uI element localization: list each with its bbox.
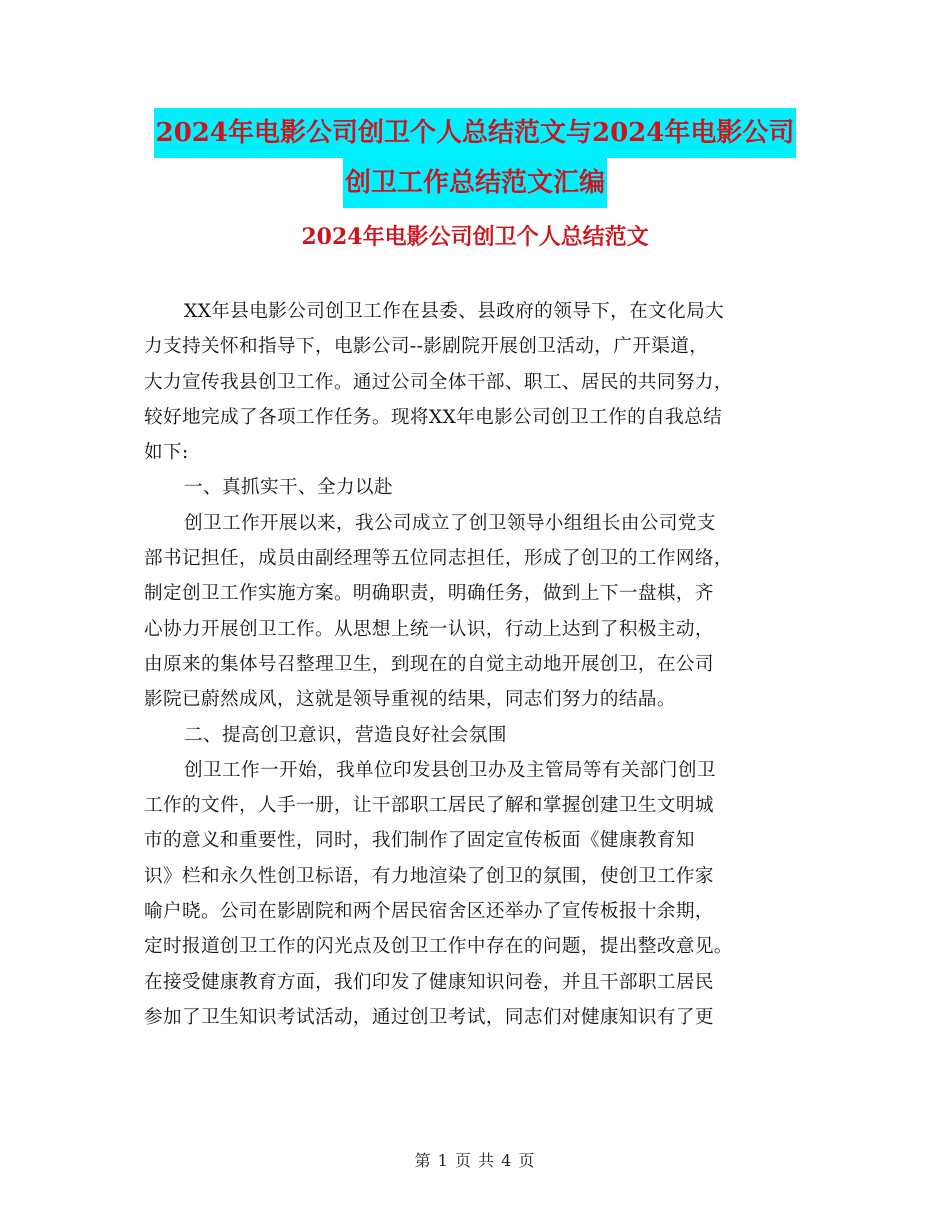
body-line: 影院已蔚然成风，这就是领导重视的结果，同志们努力的结晶。 bbox=[144, 689, 676, 711]
body-line: 较好地完成了各项工作任务。现将XX年电影公司创卫工作的自我总结 bbox=[144, 406, 723, 428]
title-line-1: 2024年电影公司创卫个人总结范文与2024年电影公司 bbox=[154, 108, 797, 158]
body-line: 部书记担任，成员由副经理等五位同志担任，形成了创卫的工作网络， bbox=[144, 548, 733, 570]
body-line: 定时报道创卫工作的闪光点及创卫工作中存在的问题，提出整改意见。 bbox=[144, 936, 733, 958]
title-line-2: 创卫工作总结范文汇编 bbox=[343, 158, 607, 208]
document-title bbox=[0, 108, 950, 208]
body-line: 如下: bbox=[144, 442, 189, 464]
body-line: 力支持关怀和指导下，电影公司--影剧院开展创卫活动，广开渠道， bbox=[144, 336, 709, 358]
body-line: 在接受健康教育方面，我们印发了健康知识问卷，并且干部职工居民 bbox=[144, 971, 714, 993]
body-line: 制定创卫工作实施方案。明确职责，明确任务，做到上下一盘棋，齐 bbox=[144, 583, 714, 605]
section-subtitle: 2024年电影公司创卫个人总结范文 bbox=[301, 224, 649, 250]
body-line: XX年县电影公司创卫工作在县委、县政府的领导下，在文化局大 bbox=[184, 301, 725, 322]
body-line: 工作的文件，人手一册，让干部职工居民了解和掌握创建卫生文明城 bbox=[144, 795, 714, 817]
section-heading: 二、提高创卫意识，营造良好社会氛围 bbox=[184, 724, 507, 746]
body-line: 喻户晓。公司在影剧院和两个居民宿舍区还举办了宣传板报十余期， bbox=[144, 901, 714, 923]
body-line: 创卫工作一开始，我单位印发县创卫办及主管局等有关部门创卫 bbox=[184, 759, 716, 781]
document-body bbox=[144, 294, 804, 1035]
page-number: 第 1 页 共 4 页 bbox=[414, 1151, 536, 1170]
body-line: 参加了卫生知识考试活动，通过创卫考试，同志们对健康知识有了更 bbox=[144, 1006, 714, 1028]
body-line: 市的意义和重要性，同时，我们制作了固定宣传板面《健康教育知 bbox=[144, 830, 695, 852]
body-line: 识》栏和永久性创卫标语，有力地渲染了创卫的氛围，使创卫工作家 bbox=[144, 865, 714, 887]
body-line: 创卫工作开展以来，我公司成立了创卫领导小组组长由公司党支 bbox=[184, 512, 716, 534]
body-line: 大力宣传我县创卫工作。通过公司全体干部、职工、居民的共同努力， bbox=[144, 371, 733, 393]
body-line: 由原来的集体号召整理卫生，到现在的自觉主动地开展创卫，在公司 bbox=[144, 653, 714, 675]
body-line: 心协力开展创卫工作。从思想上统一认识，行动上达到了积极主动， bbox=[144, 618, 714, 640]
section-heading: 一、真抓实干、全力以赴 bbox=[184, 477, 393, 499]
